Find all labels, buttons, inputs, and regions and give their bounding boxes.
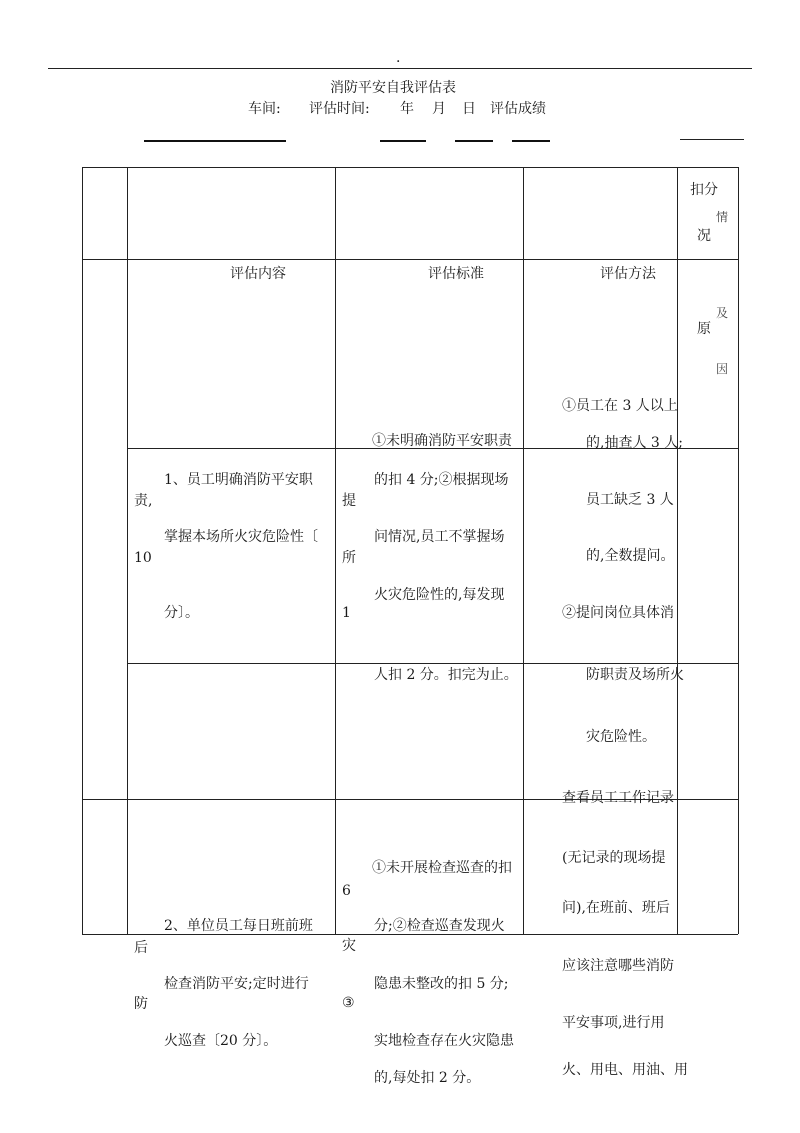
item2-overflow-char: ③ — [342, 995, 355, 1011]
day-blank — [512, 140, 550, 142]
header-eval-content: 评估内容 — [230, 266, 286, 282]
item2-method-line: 平安事项,进行用 — [562, 1015, 665, 1031]
item2-content-line: 火巡查〔20 分〕。 — [164, 1033, 278, 1049]
col-border-4 — [677, 167, 678, 934]
deduct-char-ji: 及 — [716, 306, 729, 320]
item2-method-line: 问),在班前、班后 — [562, 900, 670, 916]
item1-method-line: ①员工在 3 人以上 — [562, 398, 678, 414]
col-border-2 — [335, 167, 336, 934]
deduct-char-kuang: 况 — [697, 228, 711, 244]
item1-content-line: 1、员工明确消防平安职 — [164, 472, 313, 488]
item2-standard-line: 分;②检查巡查发现火 — [374, 918, 505, 934]
col-border-5 — [738, 167, 739, 934]
item1-content-line: 掌握本场所火灾危险性〔 — [164, 529, 318, 545]
item2-standard-line: 实地检查存在火灾隐患 — [374, 1033, 514, 1049]
item1-standard-line: 火灾危险性的,每发现 — [374, 587, 505, 603]
workshop-label: 车间: — [248, 101, 281, 117]
top-mark: · — [396, 54, 401, 70]
item2-standard-line: 的,每处扣 2 分。 — [374, 1070, 481, 1086]
year-blank — [380, 140, 426, 142]
table-top-border — [82, 167, 738, 168]
score-label: 评估成绩 — [490, 101, 546, 117]
item1-content-line: 责, — [134, 493, 153, 509]
day-label: 日 — [462, 101, 476, 117]
item1-standard-line: 人扣 2 分。扣完为止。 — [374, 667, 518, 683]
page-title: 消防平安自我评估表 — [330, 80, 456, 96]
item1-content-line: 分〕。 — [164, 605, 199, 621]
item2-overflow-char: 灾 — [342, 938, 356, 954]
header-eval-standard: 评估标准 — [428, 266, 484, 282]
item2-overflow-char: 6 — [342, 883, 351, 899]
col-border-1 — [127, 167, 128, 934]
item1-overflow-char: 1 — [342, 605, 351, 621]
item2-method-line: 火、用电、用油、用 — [562, 1062, 688, 1078]
item2-content-line: 防 — [134, 996, 148, 1012]
item1-overflow-char: 所 — [342, 550, 356, 566]
item2-content-line: 2、单位员工每日班前班 — [164, 918, 313, 934]
item2-standard-line: ①未开展检查巡查的扣 — [372, 860, 512, 876]
item2-method-line: 应该注意哪些消防 — [562, 958, 674, 974]
item1-method-line: ②提问岗位具体消 — [562, 605, 674, 621]
workshop-blank — [144, 140, 286, 142]
item1-method-line: 防职责及场所火 — [586, 667, 684, 683]
table-bottom-border — [82, 934, 738, 935]
col-border-3 — [523, 167, 524, 934]
item2-content-line: 检查消防平安;定时进行 — [164, 976, 309, 992]
eval-time-label: 评估时间: — [309, 101, 370, 117]
row-divider-2 — [127, 663, 738, 664]
item1-standard-line: 的扣 4 分;②根据现场 — [374, 472, 509, 488]
item1-method-line: 的,全数提问。 — [586, 548, 675, 564]
item2-method-line: 查看员工工作记录 — [562, 790, 674, 806]
item2-method-line: (无记录的现场提 — [562, 850, 666, 866]
row-divider-header — [82, 259, 738, 260]
item1-method-line: 灾危险性。 — [586, 729, 656, 745]
item1-method-line: 的,抽查人 3 人; — [586, 435, 683, 451]
score-blank — [680, 139, 744, 140]
deduct-char-yuan: 原 — [697, 321, 711, 337]
month-blank — [455, 140, 493, 142]
deduct-char-yin: 因 — [716, 362, 729, 376]
item1-content-line: 10 — [134, 550, 152, 566]
month-label: 月 — [432, 101, 446, 117]
deduct-char-qing: 情 — [716, 210, 729, 224]
item1-overflow-char: 提 — [342, 493, 356, 509]
item1-method-line: 员工缺乏 3 人 — [586, 492, 674, 508]
item2-standard-line: 隐患未整改的扣 5 分; — [374, 976, 509, 992]
col-border-0 — [82, 167, 83, 934]
item1-standard-line: 问情况,员工不掌握场 — [374, 529, 505, 545]
item1-standard-line: ①未明确消防平安职责 — [372, 433, 512, 449]
year-label: 年 — [400, 101, 414, 117]
item2-content-line: 后 — [134, 940, 148, 956]
header-eval-method: 评估方法 — [600, 266, 656, 282]
deduct-header: 扣分 — [690, 182, 718, 198]
